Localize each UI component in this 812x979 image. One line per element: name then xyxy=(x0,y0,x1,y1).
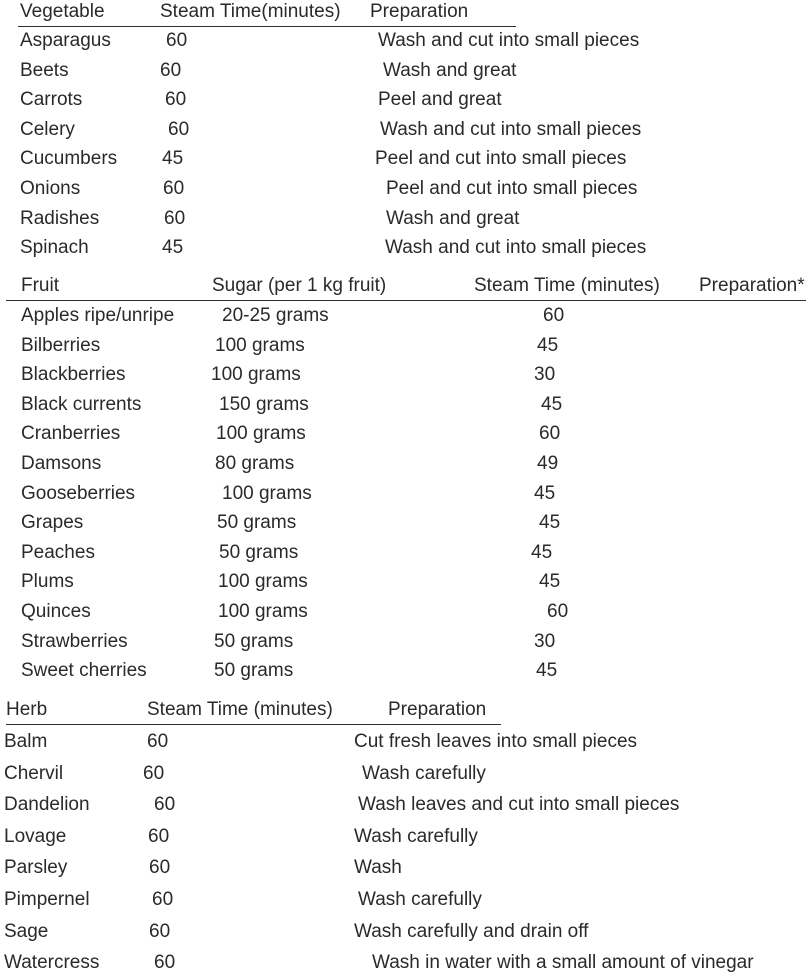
fruits-row-sugar: 100 grams xyxy=(222,483,312,504)
herbs-row-steam: 60 xyxy=(148,826,170,847)
vegetables-row-steam: 60 xyxy=(160,60,182,81)
vegetables-row-name: Celery xyxy=(20,119,75,140)
fruits-row-steam: 45 xyxy=(536,660,558,681)
herbs-row-name: Lovage xyxy=(4,826,67,847)
herbs-row-prep: Wash carefully xyxy=(358,889,482,910)
fruits-row-name: Plums xyxy=(21,571,74,592)
vegetables-row-steam: 45 xyxy=(162,148,184,169)
fruits-row-sugar: 100 grams xyxy=(216,423,306,444)
fruits-row-steam: 45 xyxy=(541,394,563,415)
fruits-row-sugar: 100 grams xyxy=(218,571,308,592)
vegetables-row-steam: 45 xyxy=(162,237,184,258)
fruits-row-sugar: 100 grams xyxy=(211,364,301,385)
herbs-row-steam: 60 xyxy=(147,731,169,752)
fruits-row-name: Bilberries xyxy=(21,335,101,356)
fruits-row-steam: 45 xyxy=(537,335,559,356)
fruits-row-name: Blackberries xyxy=(21,364,126,385)
fruits-row-name: Grapes xyxy=(21,512,84,533)
herbs-row-prep: Wash leaves and cut into small pieces xyxy=(358,794,680,815)
vegetables-row-prep: Wash and cut into small pieces xyxy=(380,119,642,140)
vegetables-row-prep: Wash and cut into small pieces xyxy=(385,237,647,258)
fruits-row-sugar: 20-25 grams xyxy=(222,305,329,326)
herbs-row-prep: Wash carefully and drain off xyxy=(354,921,589,942)
vegetable-header-rule xyxy=(18,26,516,27)
vegetables-row-name: Carrots xyxy=(20,89,83,110)
herbs-row-prep: Wash carefully xyxy=(362,763,486,784)
fruits-row-sugar: 50 grams xyxy=(217,512,297,533)
fruits-row-name: Damsons xyxy=(21,453,102,474)
vegetables-row-name: Radishes xyxy=(20,208,100,229)
herbs-row-name: Pimpernel xyxy=(4,889,90,910)
fruits-row-sugar: 50 grams xyxy=(214,631,294,652)
herbs-row-steam: 60 xyxy=(149,921,171,942)
vegetables-row-name: Asparagus xyxy=(20,30,111,51)
vegetables-row-name: Spinach xyxy=(20,237,89,258)
vegetables-row-prep: Wash and great xyxy=(383,60,517,81)
fruits-row-steam: 60 xyxy=(539,423,561,444)
fruits-row-name: Cranberries xyxy=(21,423,121,444)
fruit-header-prep: Preparation* xyxy=(699,275,805,296)
fruits-row-name: Peaches xyxy=(21,542,95,563)
fruits-row-steam: 45 xyxy=(531,542,553,563)
herb-header-name: Herb xyxy=(6,699,48,720)
vegetables-row-prep: Wash and cut into small pieces xyxy=(378,30,640,51)
fruits-row-name: Black currents xyxy=(21,394,142,415)
vegetables-row-prep: Wash and great xyxy=(386,208,520,229)
fruits-row-name: Strawberries xyxy=(21,631,128,652)
fruits-row-name: Sweet cherries xyxy=(21,660,147,681)
herbs-row-name: Dandelion xyxy=(4,794,90,815)
herbs-row-steam: 60 xyxy=(143,763,165,784)
fruit-header-rule xyxy=(6,300,806,301)
herbs-row-steam: 60 xyxy=(154,952,176,973)
fruits-row-name: Apples ripe/unripe xyxy=(21,305,175,326)
vegetables-row-name: Beets xyxy=(20,60,69,81)
vegetables-row-steam: 60 xyxy=(163,178,185,199)
fruit-header-sugar: Sugar (per 1 kg fruit) xyxy=(212,275,387,296)
fruits-row-steam: 45 xyxy=(534,483,556,504)
vegetables-row-name: Onions xyxy=(20,178,81,199)
fruits-row-steam: 49 xyxy=(537,453,559,474)
vegetables-row-prep: Peel and cut into small pieces xyxy=(375,148,627,169)
herbs-row-name: Sage xyxy=(4,921,49,942)
fruits-row-steam: 45 xyxy=(539,571,561,592)
fruit-header-steam: Steam Time (minutes) xyxy=(474,275,660,296)
fruits-row-sugar: 80 grams xyxy=(215,453,295,474)
vegetables-row-steam: 60 xyxy=(168,119,190,140)
herbs-row-steam: 60 xyxy=(154,794,176,815)
herbs-row-prep: Wash carefully xyxy=(354,826,478,847)
vegetables-row-prep: Peel and cut into small pieces xyxy=(386,178,638,199)
fruits-row-sugar: 50 grams xyxy=(214,660,294,681)
herbs-row-name: Chervil xyxy=(4,763,64,784)
vegetable-header-steam: Steam Time(minutes) xyxy=(160,1,341,22)
fruits-row-steam: 30 xyxy=(534,364,556,385)
vegetables-row-steam: 60 xyxy=(164,208,186,229)
fruits-row-sugar: 100 grams xyxy=(215,335,305,356)
herb-header-rule xyxy=(6,724,501,725)
herb-header-steam: Steam Time (minutes) xyxy=(147,699,333,720)
vegetables-row-steam: 60 xyxy=(166,30,188,51)
fruits-row-sugar: 150 grams xyxy=(219,394,309,415)
fruits-row-sugar: 50 grams xyxy=(219,542,299,563)
herbs-row-steam: 60 xyxy=(149,857,171,878)
fruit-header-name: Fruit xyxy=(21,275,59,296)
herbs-row-name: Balm xyxy=(4,731,48,752)
fruits-row-name: Gooseberries xyxy=(21,483,136,504)
herbs-row-steam: 60 xyxy=(152,889,174,910)
vegetables-row-prep: Peel and great xyxy=(378,89,502,110)
herbs-row-name: Parsley xyxy=(4,857,68,878)
herb-header-prep: Preparation xyxy=(388,699,487,720)
fruits-row-steam: 30 xyxy=(534,631,556,652)
vegetables-row-name: Cucumbers xyxy=(20,148,118,169)
fruits-row-steam: 60 xyxy=(547,601,569,622)
vegetable-header-prep: Preparation xyxy=(370,1,469,22)
vegetable-header-name: Vegetable xyxy=(20,1,105,22)
herbs-row-prep: Wash xyxy=(354,857,402,878)
vegetables-row-steam: 60 xyxy=(165,89,187,110)
herbs-row-name: Watercress xyxy=(4,952,100,973)
fruits-row-sugar: 100 grams xyxy=(218,601,308,622)
herbs-row-prep: Cut fresh leaves into small pieces xyxy=(354,731,638,752)
fruits-row-steam: 60 xyxy=(543,305,565,326)
fruits-row-steam: 45 xyxy=(539,512,561,533)
fruits-row-name: Quinces xyxy=(21,601,91,622)
herbs-row-prep: Wash in water with a small amount of vinegar xyxy=(372,952,754,973)
